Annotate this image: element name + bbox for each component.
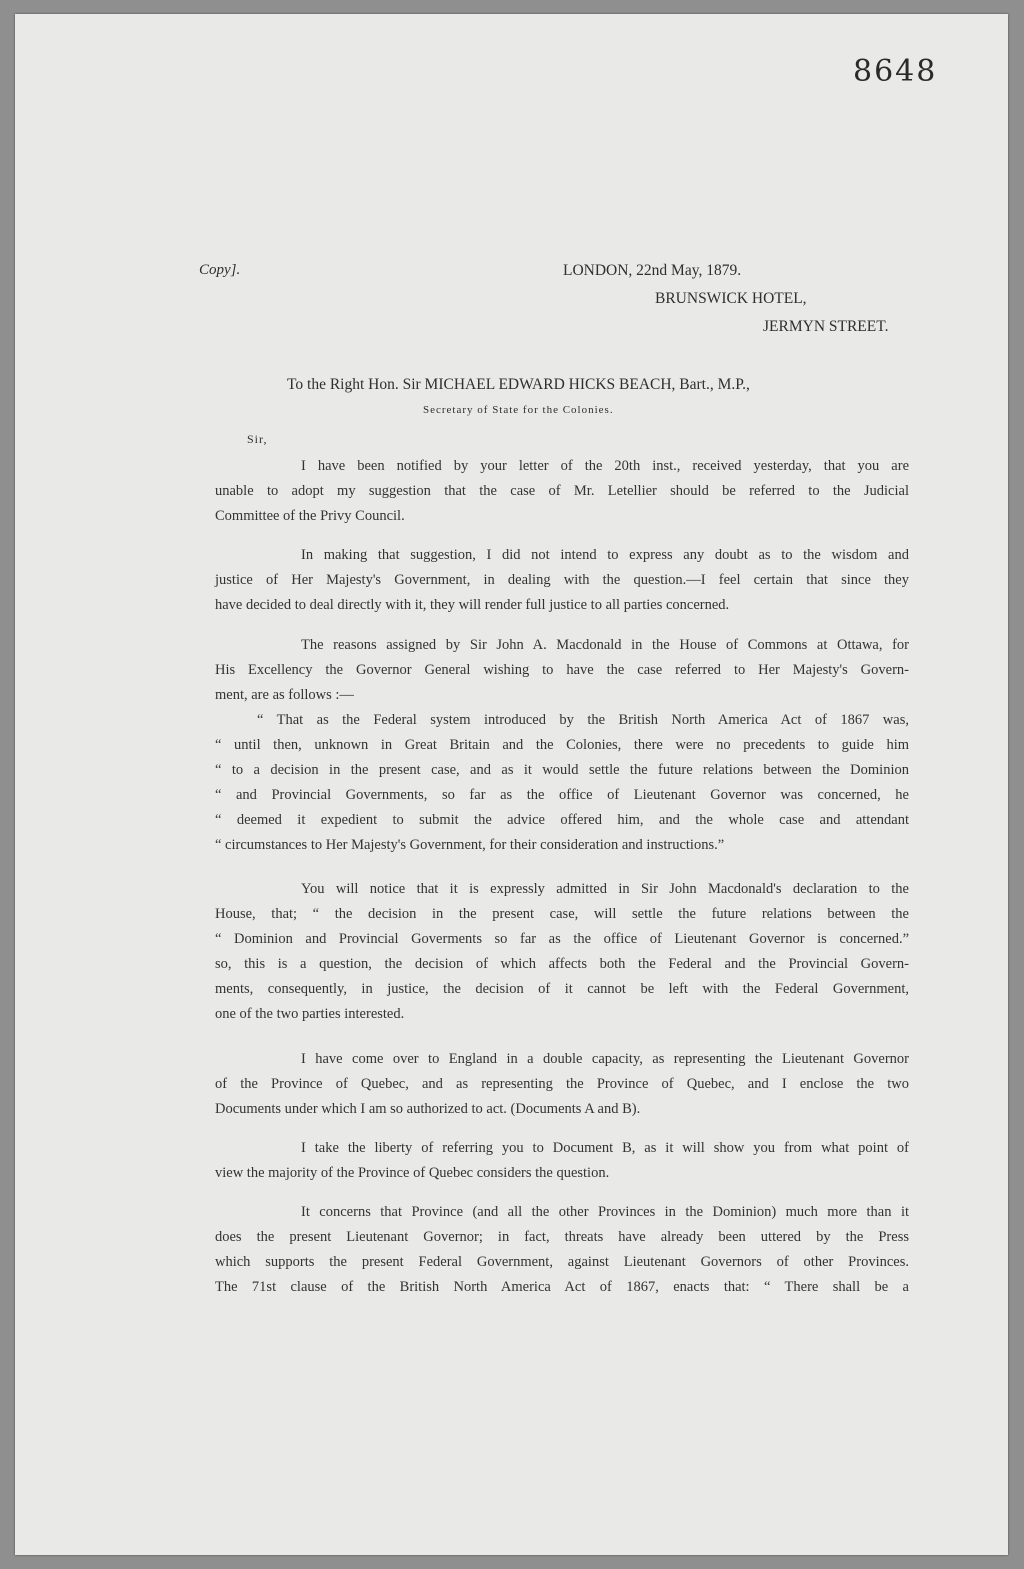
text-line: justice of Her Majesty's Government, in dealing with the question.—I feel certain that since they [215, 572, 909, 588]
text-line: I have come over to England in a double capacity, as representing the Lieutenant Governor [301, 1051, 909, 1067]
salutation: Sir, [247, 432, 268, 446]
text-line: I have been notified by your letter of the 20th inst., received yesterday, that you are [301, 458, 909, 474]
document-page [15, 14, 1008, 1555]
paragraph-1 [215, 454, 909, 529]
quotation-block [215, 708, 909, 858]
addressee-line-1: To the Right Hon. Sir MICHAEL EDWARD HICKS BEACH, Bart., M.P., [287, 376, 750, 393]
paragraph-4 [215, 877, 909, 1027]
paragraph-3 [215, 633, 909, 708]
text-line: Committee of the Privy Council. [215, 508, 405, 524]
paragraph-2 [215, 543, 909, 618]
text-line: His Excellency the Governor General wishing to have the case referred to Her Majesty's Govern- [215, 662, 909, 678]
text-line: which supports the present Federal Government, against Lieutenant Governors of other Provinces. [215, 1254, 909, 1270]
text-line: have decided to deal directly with it, they will render full justice to all parties concerned. [215, 597, 730, 613]
text-line: In making that suggestion, I did not intend to express any doubt as to the wisdom and [301, 547, 909, 563]
text-line: “ Dominion and Provincial Goverments so far as the office of Lieutenant Governor is concerned.” [215, 931, 909, 947]
text-line: of the Province of Quebec, and as representing the Province of Quebec, and I enclose the two [215, 1076, 909, 1092]
paragraph-6 [215, 1136, 909, 1186]
text-line: “ and Provincial Governments, so far as the office of Lieutenant Governor was concerned, he [215, 787, 909, 803]
text-line: so, this is a question, the decision of which affects both the Federal and the Provincial Govern- [215, 956, 909, 972]
text-line: “ until then, unknown in Great Britain and the Colonies, there were no precedents to guide him [215, 737, 909, 753]
text-line: “ circumstances to Her Majesty's Government, for their consideration and instructions.” [215, 837, 725, 853]
text-line: The reasons assigned by Sir John A. Macdonald in the House of Commons at Ottawa, for [301, 637, 909, 653]
text-line: ment, are as follows :— [215, 687, 354, 703]
text-line: one of the two parties interested. [215, 1006, 405, 1022]
text-line: “ That as the Federal system introduced by the British North America Act of 1867 was, [257, 712, 909, 728]
text-line: unable to adopt my suggestion that the case of Mr. Letellier should be referred to the Judicial [215, 483, 909, 499]
text-line: Documents under which I am so authorized to act. (Documents A and B). [215, 1101, 641, 1117]
archive-number: 8648 [853, 54, 938, 89]
text-line: ments, consequently, in justice, the decision of it cannot be left with the Federal Government, [215, 981, 909, 997]
text-line: You will notice that it is expressly admitted in Sir John Macdonald's declaration to the [301, 881, 909, 897]
text-line: It concerns that Province (and all the other Provinces in the Dominion) much more than it [301, 1204, 909, 1220]
text-line: does the present Lieutenant Governor; in fact, threats have already been uttered by the Press [215, 1229, 909, 1245]
paragraph-7 [215, 1200, 909, 1300]
addressee-line-2: Secretary of State for the Colonies. [423, 404, 614, 416]
text-line: House, that; “ the decision in the present case, will settle the future relations between the [215, 906, 909, 922]
text-line: view the majority of the Province of Quebec considers the question. [215, 1165, 610, 1181]
hotel-line: BRUNSWICK HOTEL, [655, 290, 807, 307]
text-line: “ to a decision in the present case, and as it would settle the future relations between the Dominion [215, 762, 909, 778]
paragraph-5 [215, 1047, 909, 1122]
text-line: “ deemed it expedient to submit the advice offered him, and the whole case and attendant [215, 812, 909, 828]
street-line: JERMYN STREET. [763, 318, 889, 335]
copy-mark: Copy]. [199, 262, 241, 278]
text-line: The 71st clause of the British North America Act of 1867, enacts that: “ There shall be a [215, 1279, 909, 1295]
place-date: LONDON, 22nd May, 1879. [563, 262, 742, 279]
text-line: I take the liberty of referring you to Document B, as it will show you from what point of [301, 1140, 909, 1156]
